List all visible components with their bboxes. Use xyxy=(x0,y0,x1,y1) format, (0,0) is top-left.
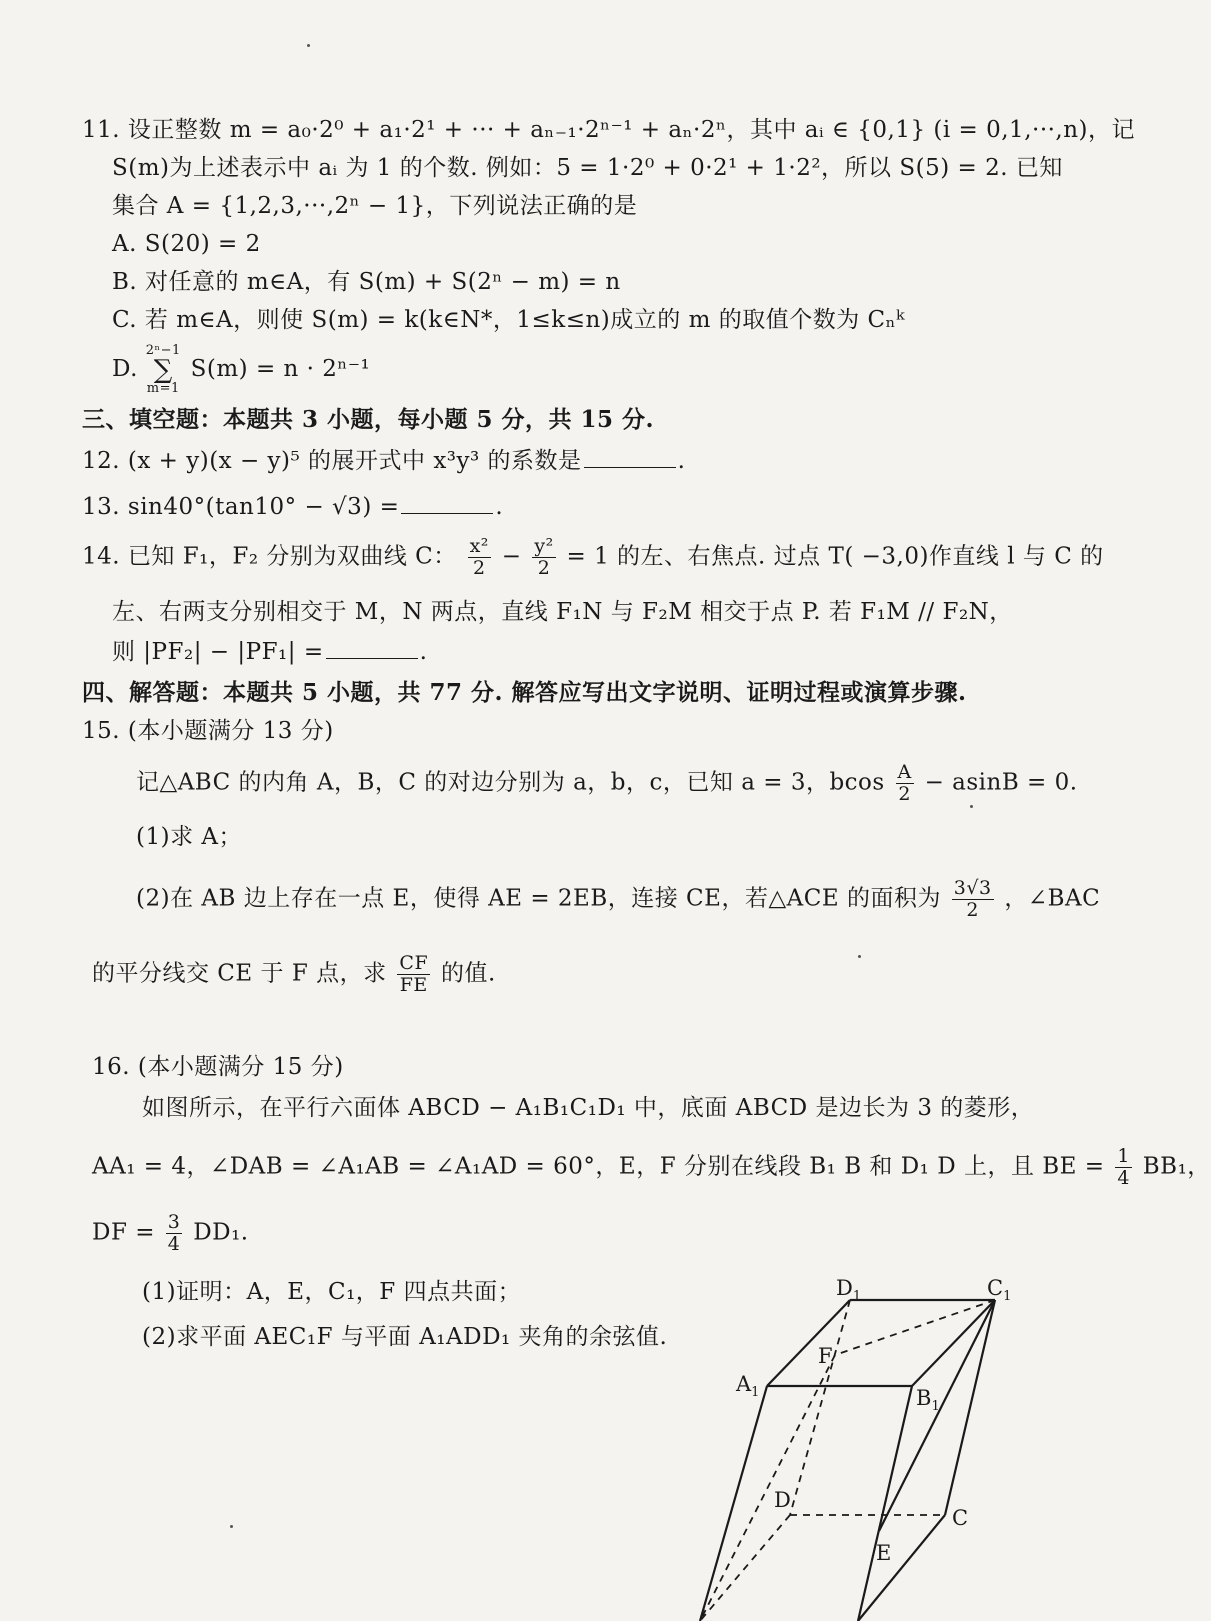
parallelepiped-figure xyxy=(690,1255,1070,1621)
q15-stem-b: − asinB = 0. xyxy=(924,769,1078,796)
scan-speck xyxy=(307,44,310,47)
summation-symbol xyxy=(146,344,181,396)
q16-line3-a: DF = xyxy=(92,1219,155,1246)
q11-option-d-body: S(m) = n · 2ⁿ⁻¹ xyxy=(190,356,371,382)
q14-line2: 左、右两支分别相交于 M，N 两点，直线 F₁N 与 F₂M 相交于点 P. 若 F₁M // F₂N， xyxy=(112,599,1013,625)
edge-b1-b xyxy=(858,1386,912,1621)
q11-line3: 集合 A = {1,2,3,···,2ⁿ − 1}，下列说法正确的是 xyxy=(112,193,638,219)
q16-line3 xyxy=(92,1212,249,1255)
q16-line2-b: BB₁， xyxy=(1142,1153,1211,1180)
q15-part2-a: (2)在 AB 边上存在一点 E，使得 AE = 2EB，连接 CE，若△ACE 的面积为 xyxy=(136,885,941,912)
segment-f-a-hidden xyxy=(700,1355,835,1621)
q13-period: . xyxy=(495,494,504,520)
q11-option-d-label: D. xyxy=(112,356,138,382)
q12-answer-blank[interactable] xyxy=(584,447,676,468)
q13-answer-blank[interactable] xyxy=(401,493,493,514)
q14-answer-blank[interactable] xyxy=(326,638,418,659)
q15-part2-cont xyxy=(92,953,496,996)
q15-part2-b: ，∠BAC xyxy=(1004,885,1101,912)
q16-title: 16. (本小题满分 15 分) xyxy=(92,1054,344,1080)
summation-lower: m=1 xyxy=(146,381,180,396)
q11-option-c: C. 若 m∈A，则使 S(m) = k(k∈N*，1≤k≤n)成立的 m 的取值个数为 Cₙᵏ xyxy=(112,307,905,333)
label-d: D xyxy=(774,1488,791,1512)
q13 xyxy=(82,492,503,522)
section-3-heading: 三、填空题：本题共 3 小题，每小题 5 分，共 15 分. xyxy=(82,406,655,433)
q13-text: 13. sin40°(tan10° − √3) = xyxy=(82,494,400,520)
q14-line1-a: 14. 已知 F₁，F₂ 分别为双曲线 C： xyxy=(82,543,457,570)
q14-line1 xyxy=(82,536,1104,579)
q11-option-a: A. S(20) = 2 xyxy=(112,231,261,257)
q16-df-fraction: $\frac{3}{4}$ xyxy=(167,1211,181,1255)
q14-period: . xyxy=(419,639,428,665)
q12-text: 12. (x + y)(x − y)⁵ 的展开式中 x³y³ 的系数是 xyxy=(82,448,582,474)
scan-speck xyxy=(230,1525,233,1528)
q14-line3 xyxy=(112,637,427,667)
q11-line1: 11. 设正整数 m = a₀·2⁰ + a₁·2¹ + ··· + aₙ₋₁·2ⁿ⁻¹ + aₙ·2ⁿ，其中 aᵢ ∈ {0,1} (i = 0,1,···,n)，记 xyxy=(82,117,1136,143)
q15-part2-d: 的值. xyxy=(440,960,496,987)
label-c1: $C_1$ xyxy=(987,1276,1012,1304)
q15-stem xyxy=(136,762,1078,805)
q15-part2-c: 的平分线交 CE 于 F 点，求 xyxy=(92,960,387,987)
q16-line3-b: DD₁. xyxy=(193,1219,249,1246)
section-4-heading: 四、解答题：本题共 5 小题，共 77 分. 解答应写出文字说明、证明过程或演算步骤. xyxy=(82,679,967,706)
q15-part2 xyxy=(136,878,1100,921)
q11-option-d xyxy=(112,344,370,396)
edge-b1-c1 xyxy=(912,1300,995,1386)
q15-title: 15. (本小题满分 13 分) xyxy=(82,718,334,744)
sigma-glyph: ∑ xyxy=(153,355,173,385)
label-f: F xyxy=(818,1344,833,1368)
hyperbola-fraction-y: $\frac{\text{y²}}{2}$ xyxy=(534,535,554,579)
label-d1: $D_1$ xyxy=(836,1276,862,1304)
q16-line1: 如图所示，在平行六面体 ABCD − A₁B₁C₁D₁ 中，底面 ABCD 是边长为 3 的菱形， xyxy=(142,1095,1035,1121)
hyperbola-fraction-x: $\frac{\text{x²}}{2}$ xyxy=(469,535,489,579)
label-a1: $A_1$ xyxy=(736,1372,760,1400)
summation-upper: 2ⁿ−1 xyxy=(145,343,181,358)
q14-line3-text: 则 |PF₂| − |PF₁| = xyxy=(112,639,324,665)
q11-option-b: B. 对任意的 m∈A，有 S(m) + S(2ⁿ − m) = n xyxy=(112,269,621,295)
q16-be-fraction: $\frac{1}{4}$ xyxy=(1117,1145,1130,1189)
q15-part1: (1)求 A； xyxy=(136,824,243,850)
label-e: E xyxy=(876,1541,892,1565)
scan-speck xyxy=(858,955,861,958)
q15-ratio-fraction: $\frac{CF}{FE}$ xyxy=(399,952,429,996)
minus-sign: − xyxy=(501,543,522,570)
q12-period: . xyxy=(677,448,686,474)
q16-line2 xyxy=(92,1146,1211,1189)
q16-part2: (2)求平面 AEC₁F 与平面 A₁ADD₁ 夹角的余弦值. xyxy=(142,1324,668,1350)
q12 xyxy=(82,446,685,476)
label-b1: $B_1$ xyxy=(916,1386,940,1414)
q11-line2: S(m)为上述表示中 aᵢ 为 1 的个数. 例如：5 = 1·2⁰ + 0·2¹ + 1·2²，所以 S(5) = 2. 已知 xyxy=(112,155,1063,181)
q14-line1-b: = 1 的左、右焦点. 过点 T( −3,0)作直线 l 与 C 的 xyxy=(566,543,1104,570)
edge-a1-a xyxy=(700,1386,767,1621)
q15-area-fraction: $\frac{3√3}{2}$ xyxy=(953,877,992,921)
q16-line2-a: AA₁ = 4，∠DAB = ∠A₁AB = ∠A₁AD = 60°，E，F 分别在线段 B₁ B 和 D₁ D 上，且 BE = xyxy=(92,1153,1105,1180)
scan-speck xyxy=(970,805,973,808)
q15-stem-a: 记△ABC 的内角 A，B，C 的对边分别为 a，b，c，已知 a = 3，bcos xyxy=(136,769,885,796)
label-c: C xyxy=(952,1506,969,1530)
q15-half-angle-fraction: $\frac{A}{2}$ xyxy=(897,761,912,805)
q16-part1: (1)证明：A，E，C₁，F 四点共面； xyxy=(142,1279,522,1305)
edge-c1-c xyxy=(945,1300,995,1515)
